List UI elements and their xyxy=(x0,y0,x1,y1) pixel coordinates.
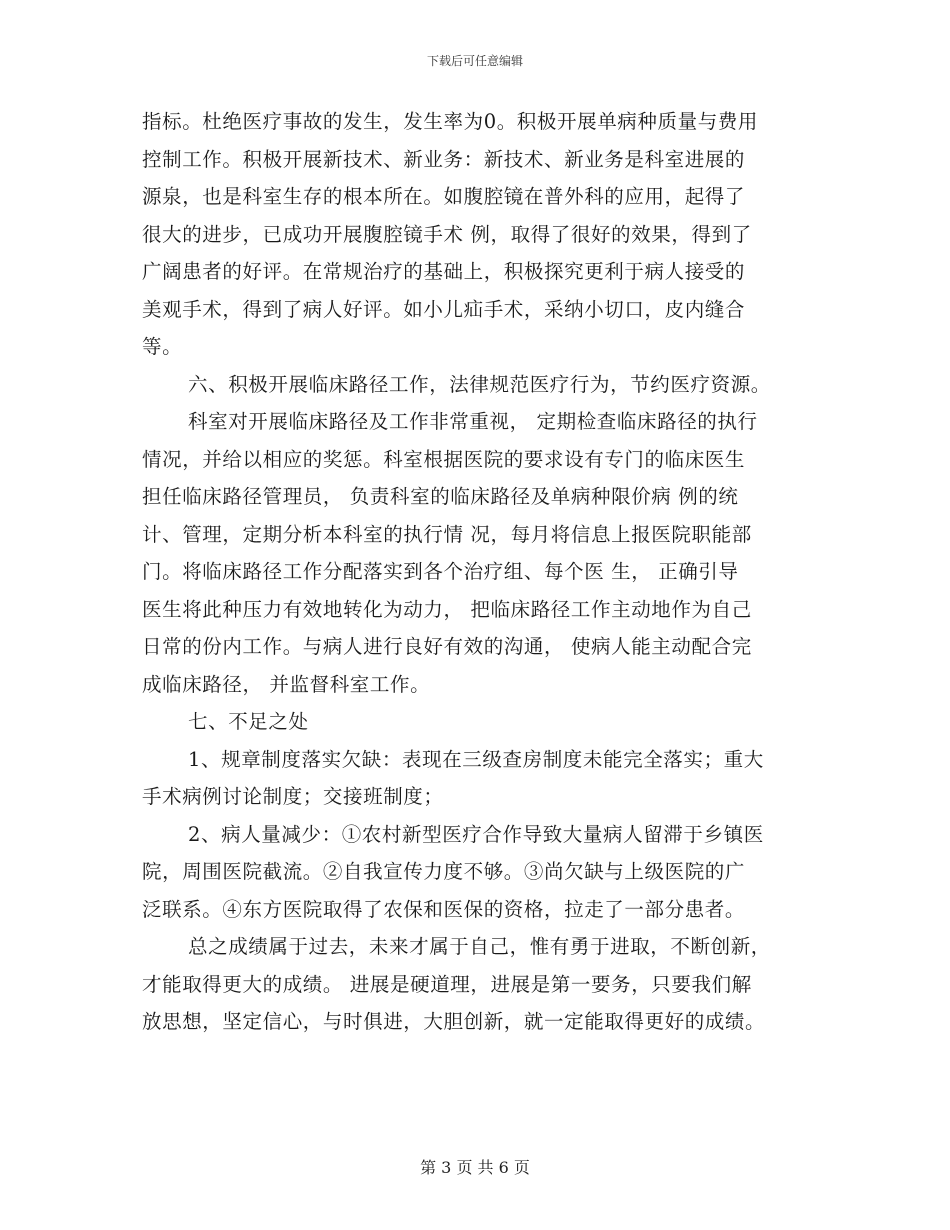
text-line: 泛联系。④东方医院取得了农保和医保的资格，拉走了一部分患者。 xyxy=(142,897,746,921)
text-line: 情况，并给以相应的奖惩。科室根据医院的要求设有专门的临床医生 xyxy=(142,447,746,471)
section-heading-6: 六、积极开展临床路径工作，法律规范医疗行为，节约医疗资源。 xyxy=(188,372,771,396)
text-line: 广阔患者的好评。在常规治疗的基础上，积极探究更利于病人接受的 xyxy=(142,260,746,283)
text-line: 院，周围医院截流。②自我宣传力度不够。③尚欠缺与上级医院的广 xyxy=(142,860,746,883)
text-line: 担任临床路径管理员， 负责科室的临床路径及单病种限价病 例的统 xyxy=(142,485,739,508)
document-body xyxy=(142,103,812,1041)
text-line: 放思想，坚定信心，与时俱进，大胆创新，就一定能取得更好的成绩。 xyxy=(142,1010,766,1033)
text-line: 美观手术，得到了病人好评。如小儿疝手术，采纳小切口，皮内缝合 xyxy=(142,297,746,321)
text-line: 医生将此种压力有效地转化为动力， 把临床路径工作主动地作为自己 xyxy=(142,597,752,621)
text-line: 手术病例讨论制度；交接班制度； xyxy=(142,785,444,808)
text-line: 日常的份内工作。与病人进行良好有效的沟通， 使病人能主动配合完 xyxy=(142,635,752,658)
text-line: 1、规章制度落实欠缺：表现在三级查房制度未能完全落实；重大 xyxy=(188,747,764,771)
page-header: 下载后可任意编辑 xyxy=(426,54,523,68)
text-line: 科室对开展临床路径及工作非常重视， 定期检查临床路径的执行 xyxy=(188,410,758,433)
text-line: 控制工作。积极开展新技术、新业务：新技术、新业务是科室进展的 xyxy=(142,147,746,171)
text-line: 才能取得更大的成绩。 进展是硬道理，进展是第一要务，只要我们解 xyxy=(142,972,752,996)
text-line: 计、管理，定期分析本科室的执行情 况，每月将信息上报医院职能部 xyxy=(142,522,752,546)
text-line: 成临床路径， 并监督科室工作。 xyxy=(142,672,431,696)
text-line: 总之成绩属于过去，未来才属于自己，惟有勇于进取，不断创新， xyxy=(188,935,771,958)
text-line: 很大的进步，已成功开展腹腔镜手术 例，取得了很好的效果，得到了 xyxy=(142,222,752,246)
text-line: 指标。杜绝医疗事故的发生，发生率为0。积极开展单病种质量与费用 xyxy=(142,110,759,133)
text-line: 等。 xyxy=(142,335,183,358)
text-line: 2、病人量减少：①农村新型医疗合作导致大量病人留滞于乡镇医 xyxy=(188,822,764,846)
page-footer: 第 3 页 共 6 页 xyxy=(420,1158,530,1177)
text-line: 源泉，也是科室生存的根本所在。如腹腔镜在普外科的应用，起得了 xyxy=(142,185,746,208)
text-line: 门。将临床路径工作分配落实到各个治疗组、每个医 生， 正确引导 xyxy=(142,560,739,583)
section-heading-7: 七、不足之处 xyxy=(188,710,309,733)
